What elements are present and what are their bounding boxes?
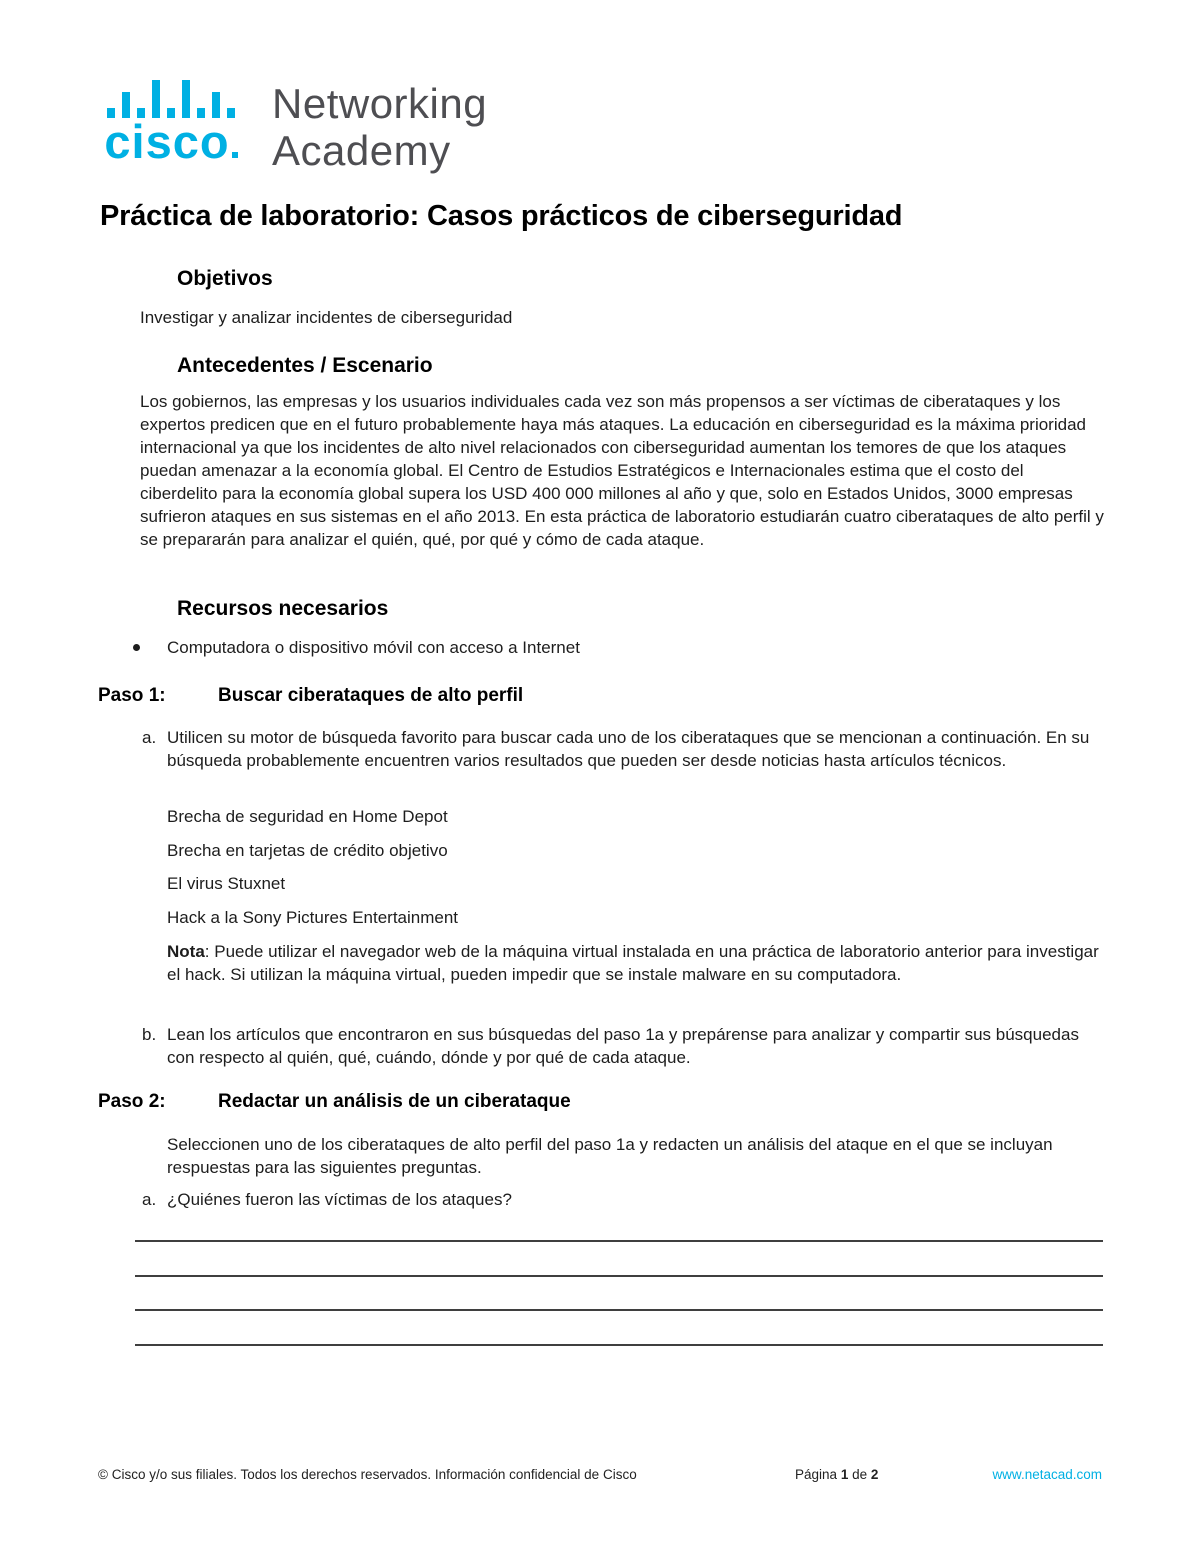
paso-2-label: Paso 2:: [98, 1091, 166, 1112]
item-label: a.: [142, 728, 157, 747]
item-label: b.: [142, 1025, 157, 1044]
answer-line[interactable]: [135, 1309, 1103, 1311]
attack-item: Hack a la Sony Pictures Entertainment: [167, 908, 459, 927]
heading-recursos: Recursos necesarios: [177, 597, 389, 620]
paso2-intro: Seleccionen uno de los ciberataques de alto perfil del paso 1a y redacten un análisis del ataque en el que se incluyan respuestas para las siguientes preguntas.: [167, 1135, 1053, 1177]
paso1-item-b-text: Lean los artículos que encontraron en sus búsquedas del paso 1a y prepárense para analizar y compartir sus búsquedas con respecto al quién, qué, cuándo, dónde y por qué de cada ataque.: [167, 1025, 1079, 1067]
bullet-item-text: Computadora o dispositivo móvil con acceso a Internet: [167, 638, 580, 657]
list-item: [133, 636, 580, 659]
paso-1-title: Buscar ciberataques de alto perfil: [218, 685, 524, 706]
answer-line[interactable]: [135, 1344, 1103, 1346]
heading-paso-2: [98, 1091, 571, 1113]
list-item: [142, 1023, 1099, 1069]
paso1-item-a-text: Utilicen su motor de búsqueda favorito para buscar cada uno de los ciberataques que se mencionan a continuación. En su búsqueda probablemente encuentren varios resultados que pueden ser desde noticias hasta artículos técnicos.: [167, 728, 1090, 770]
trademark-dot-icon: [232, 152, 238, 158]
cisco-logo-icon: [107, 80, 235, 118]
paso-2-title: Redactar un análisis de un ciberataque: [218, 1091, 571, 1112]
cisco-networking-academy-logo: [96, 80, 487, 174]
note-label: Nota: [167, 942, 205, 961]
page-title: Práctica de laboratorio: Casos prácticos de ciberseguridad: [100, 200, 903, 232]
note-paragraph: [167, 940, 1099, 986]
list-item: [142, 726, 1099, 772]
paso-1-label: Paso 1:: [98, 685, 166, 706]
list-item: [142, 1188, 1099, 1211]
item-label: a.: [142, 1190, 157, 1209]
attack-item: Brecha de seguridad en Home Depot: [167, 807, 448, 826]
heading-paso-1: [98, 685, 523, 707]
answer-line[interactable]: [135, 1240, 1103, 1242]
netacad-link[interactable]: www.netacad.com: [992, 1467, 1102, 1482]
networking-academy-label: Networking Academy: [272, 80, 488, 174]
objetivos-body: Investigar y analizar incidentes de ciberseguridad: [140, 308, 513, 327]
attack-item: El virus Stuxnet: [167, 874, 286, 893]
footer-copyright: © Cisco y/o sus filiales. Todos los derechos reservados. Información confidencial de Cisco: [98, 1467, 637, 1482]
heading-antecedentes: Antecedentes / Escenario: [177, 354, 433, 377]
answer-line[interactable]: [135, 1275, 1103, 1277]
footer-page-number: Página 1 de 2: [795, 1467, 879, 1482]
heading-objetivos: Objetivos: [177, 267, 273, 290]
bullet-icon: [133, 644, 140, 651]
paso2-item-a-text: ¿Quiénes fueron las víctimas de los ataques?: [167, 1190, 512, 1209]
antecedentes-body: Los gobiernos, las empresas y los usuarios individuales cada vez son más propensos a ser víctimas de ciberataques y los expertos predicen que en el futuro probablemente haya más ataques. La educación en ciberseguridad es la máxima prioridad internacional ya que los incidentes de alto nivel relacionados con ciberseguridad aumentan los temores de que los ataques puedan amenazar a la economía global. El Centro de Estudios Estratégicos e Internacionales estima que el costo del ciberdelito para la economía global supera los USD 400 000 millones al año y que, solo en Estados Unidos, 3000 empresas sufrieron ataques en sus sistemas en el año 2013. En esta práctica de laboratorio estudiarán cuatro ciberataques de alto perfil y se prepararán para analizar el quién, qué, por qué y cómo de cada ataque.: [140, 392, 1104, 549]
cisco-wordmark: cisco: [104, 122, 237, 162]
attack-item: Brecha en tarjetas de crédito objetivo: [167, 841, 448, 860]
note-text: : Puede utilizar el navegador web de la máquina virtual instalada en una práctica de laboratorio anterior para investigar el hack. Si utilizan la máquina virtual, pueden impedir que se instale malware en su computadora.: [167, 942, 1099, 984]
